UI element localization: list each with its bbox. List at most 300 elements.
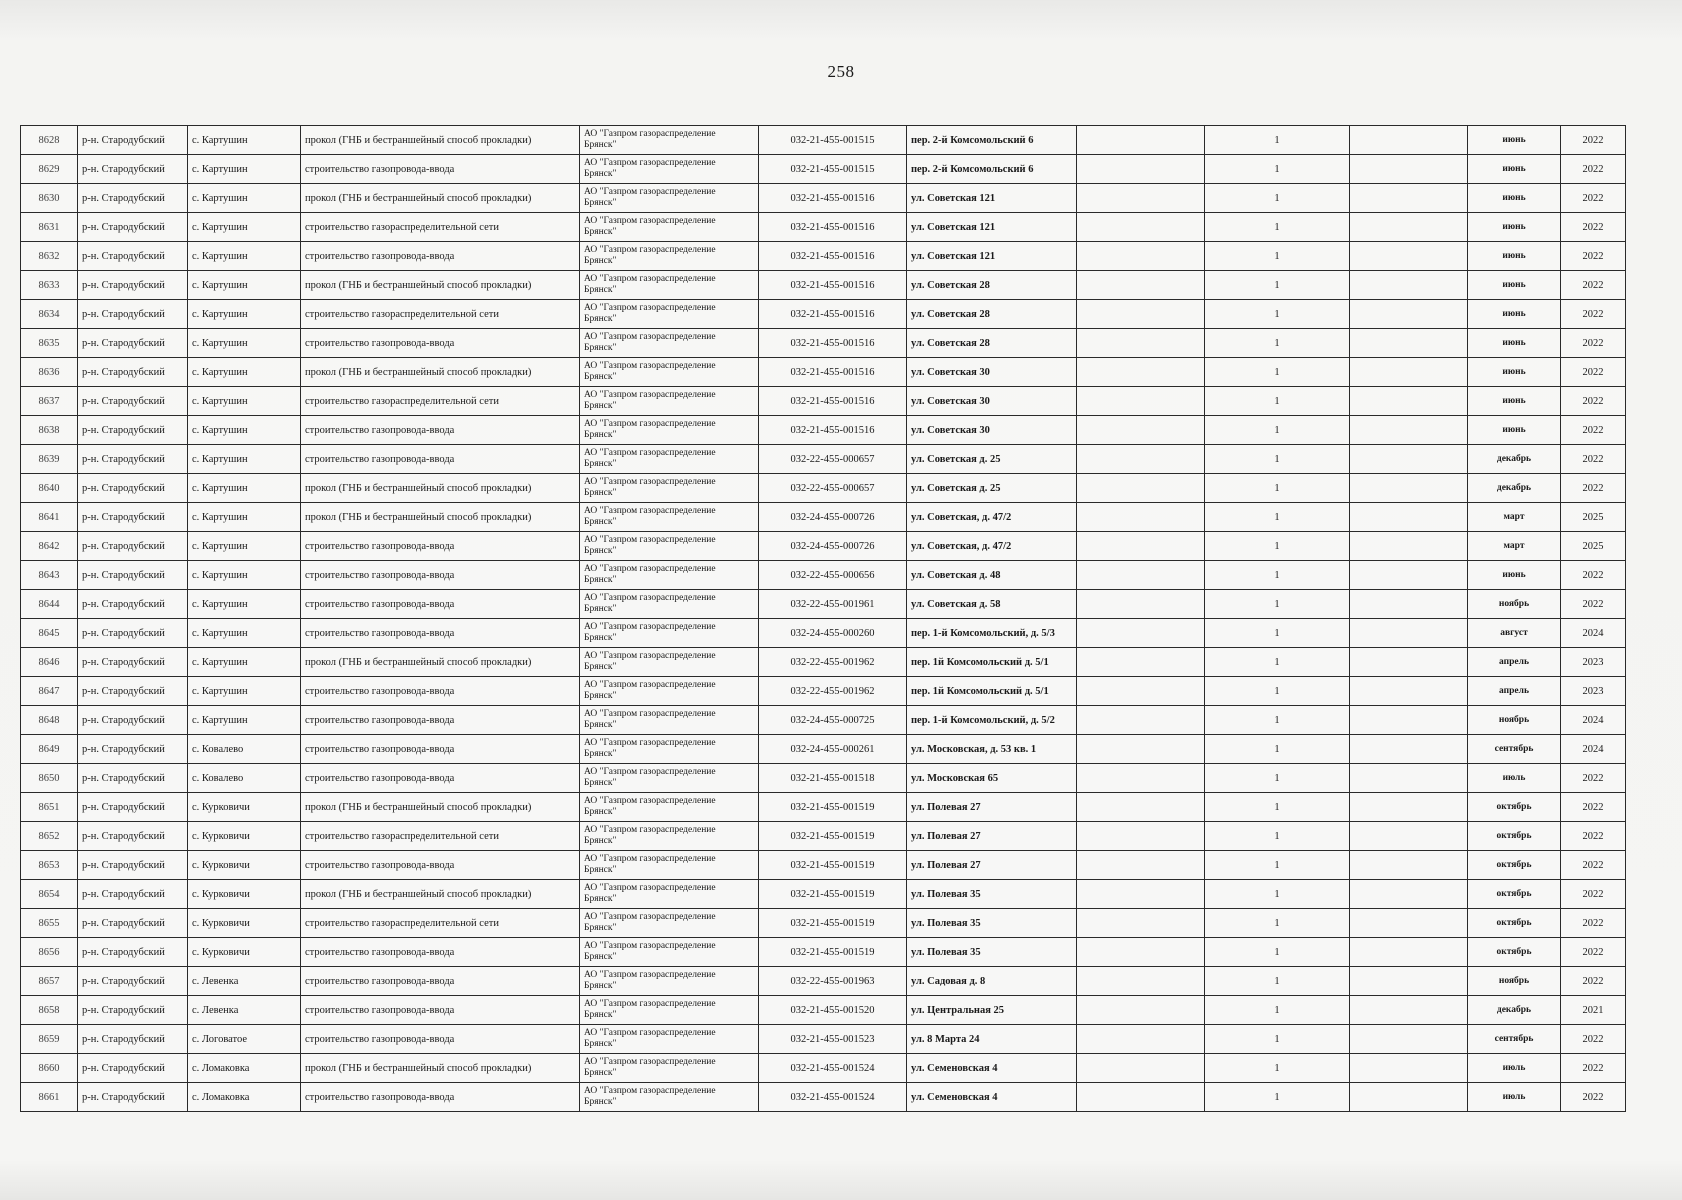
cadastre-number-cell: 032-21-455-001520 (759, 996, 907, 1025)
year-cell: 2022 (1561, 967, 1626, 996)
district-cell: р-н. Стародубский (78, 706, 188, 735)
year-cell: 2022 (1561, 474, 1626, 503)
cadastre-number-cell: 032-21-455-001519 (759, 880, 907, 909)
cadastre-number-cell: 032-21-455-001516 (759, 329, 907, 358)
year-cell: 2022 (1561, 1054, 1626, 1083)
row-number-cell: 8638 (21, 416, 78, 445)
organization-cell (580, 822, 759, 851)
empty-cell (1077, 996, 1205, 1025)
organization-line-1: АО "Газпром газораспределение (584, 158, 716, 168)
work-type-cell: строительство газопровода-ввода (301, 445, 580, 474)
district-cell: р-н. Стародубский (78, 1054, 188, 1083)
table-row (21, 677, 1626, 706)
address-cell: пер. 1-й Комсомольский, д. 5/3 (907, 619, 1077, 648)
row-number-cell: 8633 (21, 271, 78, 300)
row-number-cell: 8637 (21, 387, 78, 416)
count-cell: 1 (1205, 445, 1350, 474)
month-cell: ноябрь (1468, 590, 1561, 619)
empty-cell (1077, 619, 1205, 648)
organization-line-1: АО "Газпром газораспределение (584, 767, 716, 777)
locality-cell: с. Картушин (188, 706, 301, 735)
empty-cell (1350, 851, 1468, 880)
empty-cell (1350, 1025, 1468, 1054)
organization-cell (580, 242, 759, 271)
table-row (21, 764, 1626, 793)
address-cell: ул. Московская 65 (907, 764, 1077, 793)
organization-cell (580, 1054, 759, 1083)
row-number-cell: 8628 (21, 126, 78, 155)
address-cell: ул. Советская 121 (907, 213, 1077, 242)
count-cell: 1 (1205, 967, 1350, 996)
organization-line-1: АО "Газпром газораспределение (584, 651, 716, 661)
month-cell: апрель (1468, 648, 1561, 677)
month-cell: июнь (1468, 358, 1561, 387)
year-cell: 2022 (1561, 851, 1626, 880)
locality-cell: с. Ломаковка (188, 1054, 301, 1083)
district-cell: р-н. Стародубский (78, 561, 188, 590)
empty-cell (1350, 445, 1468, 474)
address-cell: ул. Московская, д. 53 кв. 1 (907, 735, 1077, 764)
address-cell: ул. Полевая 35 (907, 909, 1077, 938)
address-cell: ул. Полевая 27 (907, 793, 1077, 822)
empty-cell (1077, 474, 1205, 503)
year-cell: 2022 (1561, 1083, 1626, 1112)
count-cell: 1 (1205, 329, 1350, 358)
work-type-cell: строительство газопровода-ввода (301, 996, 580, 1025)
year-cell: 2022 (1561, 880, 1626, 909)
empty-cell (1350, 126, 1468, 155)
count-cell: 1 (1205, 271, 1350, 300)
organization-line-2: Брянск" (584, 575, 617, 585)
organization-line-1: АО "Газпром газораспределение (584, 303, 716, 313)
address-cell: пер. 2-й Комсомольский 6 (907, 126, 1077, 155)
district-cell: р-н. Стародубский (78, 996, 188, 1025)
organization-line-1: АО "Газпром газораспределение (584, 245, 716, 255)
organization-cell (580, 184, 759, 213)
table-row (21, 909, 1626, 938)
month-cell: ноябрь (1468, 967, 1561, 996)
organization-cell (580, 938, 759, 967)
organization-line-1: АО "Газпром газораспределение (584, 448, 716, 458)
work-type-cell: строительство газопровода-ввода (301, 561, 580, 590)
work-type-cell: строительство газораспределительной сети (301, 387, 580, 416)
month-cell: июнь (1468, 271, 1561, 300)
work-type-cell: строительство газопровода-ввода (301, 706, 580, 735)
empty-cell (1077, 764, 1205, 793)
organization-line-2: Брянск" (584, 981, 617, 991)
count-cell: 1 (1205, 1083, 1350, 1112)
empty-cell (1077, 532, 1205, 561)
district-cell: р-н. Стародубский (78, 126, 188, 155)
organization-cell (580, 1083, 759, 1112)
work-type-cell: строительство газопровода-ввода (301, 155, 580, 184)
district-cell: р-н. Стародубский (78, 213, 188, 242)
organization-line-1: АО "Газпром газораспределение (584, 419, 716, 429)
empty-cell (1350, 996, 1468, 1025)
organization-line-2: Брянск" (584, 923, 617, 933)
row-number-cell: 8657 (21, 967, 78, 996)
address-cell: ул. Советская, д. 47/2 (907, 503, 1077, 532)
empty-cell (1077, 358, 1205, 387)
organization-line-2: Брянск" (584, 1097, 617, 1107)
work-type-cell: прокол (ГНБ и бестраншейный способ прокладки) (301, 880, 580, 909)
month-cell: июнь (1468, 184, 1561, 213)
district-cell: р-н. Стародубский (78, 271, 188, 300)
year-cell: 2022 (1561, 822, 1626, 851)
cadastre-number-cell: 032-22-455-000656 (759, 561, 907, 590)
locality-cell: с. Картушин (188, 532, 301, 561)
count-cell: 1 (1205, 387, 1350, 416)
district-cell: р-н. Стародубский (78, 242, 188, 271)
empty-cell (1077, 1083, 1205, 1112)
table-row (21, 561, 1626, 590)
cadastre-number-cell: 032-24-455-000260 (759, 619, 907, 648)
locality-cell: с. Картушин (188, 590, 301, 619)
cadastre-number-cell: 032-21-455-001516 (759, 242, 907, 271)
count-cell: 1 (1205, 764, 1350, 793)
empty-cell (1350, 387, 1468, 416)
year-cell: 2025 (1561, 503, 1626, 532)
empty-cell (1077, 1025, 1205, 1054)
work-type-cell: строительство газопровода-ввода (301, 735, 580, 764)
locality-cell: с. Картушин (188, 126, 301, 155)
organization-cell (580, 387, 759, 416)
locality-cell: с. Картушин (188, 619, 301, 648)
work-type-cell: строительство газопровода-ввода (301, 677, 580, 706)
month-cell: сентябрь (1468, 735, 1561, 764)
work-type-cell: строительство газопровода-ввода (301, 416, 580, 445)
organization-line-2: Брянск" (584, 372, 617, 382)
month-cell: декабрь (1468, 474, 1561, 503)
work-type-cell: строительство газопровода-ввода (301, 967, 580, 996)
organization-line-1: АО "Газпром газораспределение (584, 1057, 716, 1067)
address-cell: ул. Семеновская 4 (907, 1054, 1077, 1083)
year-cell: 2022 (1561, 1025, 1626, 1054)
district-cell: р-н. Стародубский (78, 1083, 188, 1112)
count-cell: 1 (1205, 300, 1350, 329)
month-cell: декабрь (1468, 996, 1561, 1025)
table-row (21, 590, 1626, 619)
table-row (21, 648, 1626, 677)
organization-cell (580, 445, 759, 474)
row-number-cell: 8635 (21, 329, 78, 358)
work-type-cell: прокол (ГНБ и бестраншейный способ прокладки) (301, 184, 580, 213)
row-number-cell: 8642 (21, 532, 78, 561)
cadastre-number-cell: 032-24-455-000725 (759, 706, 907, 735)
empty-cell (1350, 764, 1468, 793)
organization-line-1: АО "Газпром газораспределение (584, 506, 716, 516)
month-cell: июнь (1468, 242, 1561, 271)
address-cell: пер. 1й Комсомольский д. 5/1 (907, 677, 1077, 706)
cadastre-number-cell: 032-21-455-001516 (759, 184, 907, 213)
empty-cell (1350, 735, 1468, 764)
year-cell: 2022 (1561, 590, 1626, 619)
organization-line-1: АО "Газпром газораспределение (584, 274, 716, 284)
work-type-cell: строительство газораспределительной сети (301, 213, 580, 242)
organization-cell (580, 1025, 759, 1054)
year-cell: 2022 (1561, 561, 1626, 590)
year-cell: 2022 (1561, 184, 1626, 213)
organization-line-1: АО "Газпром газораспределение (584, 129, 716, 139)
organization-line-1: АО "Газпром газораспределение (584, 216, 716, 226)
organization-line-2: Брянск" (584, 285, 617, 295)
count-cell: 1 (1205, 909, 1350, 938)
year-cell: 2023 (1561, 677, 1626, 706)
address-cell: ул. Советская 121 (907, 242, 1077, 271)
month-cell: октябрь (1468, 938, 1561, 967)
organization-line-2: Брянск" (584, 604, 617, 614)
organization-line-2: Брянск" (584, 169, 617, 179)
row-number-cell: 8639 (21, 445, 78, 474)
address-cell: ул. Советская 28 (907, 300, 1077, 329)
locality-cell: с. Картушин (188, 184, 301, 213)
organization-line-2: Брянск" (584, 720, 617, 730)
district-cell: р-н. Стародубский (78, 329, 188, 358)
district-cell: р-н. Стародубский (78, 880, 188, 909)
empty-cell (1350, 793, 1468, 822)
empty-cell (1350, 909, 1468, 938)
district-cell: р-н. Стародубский (78, 445, 188, 474)
organization-cell (580, 213, 759, 242)
cadastre-number-cell: 032-21-455-001519 (759, 822, 907, 851)
district-cell: р-н. Стародубский (78, 822, 188, 851)
empty-cell (1077, 909, 1205, 938)
locality-cell: с. Картушин (188, 387, 301, 416)
count-cell: 1 (1205, 242, 1350, 271)
page-number: 258 (827, 62, 855, 81)
row-number-cell: 8655 (21, 909, 78, 938)
table-row (21, 126, 1626, 155)
empty-cell (1077, 590, 1205, 619)
table-row (21, 271, 1626, 300)
organization-line-2: Брянск" (584, 401, 617, 411)
table-row (21, 706, 1626, 735)
organization-cell (580, 590, 759, 619)
organization-cell (580, 793, 759, 822)
cadastre-number-cell: 032-22-455-000657 (759, 445, 907, 474)
locality-cell: с. Ковалево (188, 764, 301, 793)
empty-cell (1350, 590, 1468, 619)
empty-cell (1077, 271, 1205, 300)
address-cell: ул. 8 Марта 24 (907, 1025, 1077, 1054)
month-cell: июль (1468, 764, 1561, 793)
month-cell: июнь (1468, 300, 1561, 329)
locality-cell: с. Ковалево (188, 735, 301, 764)
locality-cell: с. Левенка (188, 996, 301, 1025)
cadastre-number-cell: 032-21-455-001519 (759, 909, 907, 938)
organization-line-1: АО "Газпром газораспределение (584, 999, 716, 1009)
count-cell: 1 (1205, 213, 1350, 242)
year-cell: 2022 (1561, 764, 1626, 793)
organization-line-1: АО "Газпром газораспределение (584, 1028, 716, 1038)
month-cell: апрель (1468, 677, 1561, 706)
organization-line-1: АО "Газпром газораспределение (584, 390, 716, 400)
district-cell: р-н. Стародубский (78, 619, 188, 648)
count-cell: 1 (1205, 619, 1350, 648)
locality-cell: с. Картушин (188, 300, 301, 329)
cadastre-number-cell: 032-21-455-001515 (759, 155, 907, 184)
organization-line-2: Брянск" (584, 517, 617, 527)
year-cell: 2024 (1561, 619, 1626, 648)
work-type-cell: строительство газопровода-ввода (301, 764, 580, 793)
district-cell: р-н. Стародубский (78, 677, 188, 706)
row-number-cell: 8632 (21, 242, 78, 271)
year-cell: 2022 (1561, 938, 1626, 967)
empty-cell (1077, 184, 1205, 213)
empty-cell (1350, 822, 1468, 851)
year-cell: 2022 (1561, 126, 1626, 155)
organization-line-1: АО "Газпром газораспределение (584, 796, 716, 806)
organization-line-2: Брянск" (584, 691, 617, 701)
empty-cell (1350, 358, 1468, 387)
empty-cell (1077, 126, 1205, 155)
locality-cell: с. Картушин (188, 648, 301, 677)
month-cell: октябрь (1468, 851, 1561, 880)
empty-cell (1077, 938, 1205, 967)
locality-cell: с. Картушин (188, 561, 301, 590)
district-cell: р-н. Стародубский (78, 532, 188, 561)
month-cell: ноябрь (1468, 706, 1561, 735)
cadastre-number-cell: 032-21-455-001516 (759, 387, 907, 416)
organization-line-2: Брянск" (584, 865, 617, 875)
row-number-cell: 8634 (21, 300, 78, 329)
cadastre-number-cell: 032-21-455-001516 (759, 300, 907, 329)
empty-cell (1077, 329, 1205, 358)
year-cell: 2022 (1561, 155, 1626, 184)
district-cell: р-н. Стародубский (78, 967, 188, 996)
organization-line-2: Брянск" (584, 256, 617, 266)
year-cell: 2022 (1561, 242, 1626, 271)
count-cell: 1 (1205, 706, 1350, 735)
organization-line-2: Брянск" (584, 778, 617, 788)
row-number-cell: 8645 (21, 619, 78, 648)
empty-cell (1350, 1083, 1468, 1112)
cadastre-number-cell: 032-21-455-001518 (759, 764, 907, 793)
organization-line-1: АО "Газпром газораспределение (584, 912, 716, 922)
organization-line-1: АО "Газпром газораспределение (584, 680, 716, 690)
organization-cell (580, 764, 759, 793)
organization-cell (580, 271, 759, 300)
work-type-cell: строительство газопровода-ввода (301, 590, 580, 619)
row-number-cell: 8643 (21, 561, 78, 590)
empty-cell (1077, 967, 1205, 996)
month-cell: июнь (1468, 416, 1561, 445)
empty-cell (1077, 503, 1205, 532)
work-type-cell: прокол (ГНБ и бестраншейный способ прокладки) (301, 271, 580, 300)
locality-cell: с. Картушин (188, 474, 301, 503)
organization-line-1: АО "Газпром газораспределение (584, 825, 716, 835)
empty-cell (1077, 851, 1205, 880)
organization-cell (580, 619, 759, 648)
count-cell: 1 (1205, 155, 1350, 184)
year-cell: 2023 (1561, 648, 1626, 677)
work-type-cell: строительство газопровода-ввода (301, 1083, 580, 1112)
locality-cell: с. Ломаковка (188, 1083, 301, 1112)
table-row (21, 387, 1626, 416)
district-cell: р-н. Стародубский (78, 590, 188, 619)
count-cell: 1 (1205, 735, 1350, 764)
table-row (21, 213, 1626, 242)
empty-cell (1350, 532, 1468, 561)
month-cell: июнь (1468, 155, 1561, 184)
locality-cell: с. Курковичи (188, 909, 301, 938)
empty-cell (1350, 880, 1468, 909)
table-row (21, 416, 1626, 445)
cadastre-number-cell: 032-21-455-001524 (759, 1054, 907, 1083)
row-number-cell: 8651 (21, 793, 78, 822)
empty-cell (1350, 271, 1468, 300)
row-number-cell: 8648 (21, 706, 78, 735)
row-number-cell: 8649 (21, 735, 78, 764)
organization-cell (580, 996, 759, 1025)
empty-cell (1350, 648, 1468, 677)
count-cell: 1 (1205, 358, 1350, 387)
address-cell: ул. Садовая д. 8 (907, 967, 1077, 996)
empty-cell (1077, 706, 1205, 735)
organization-line-1: АО "Газпром газораспределение (584, 187, 716, 197)
organization-cell (580, 851, 759, 880)
count-cell: 1 (1205, 1025, 1350, 1054)
district-cell: р-н. Стародубский (78, 648, 188, 677)
organization-cell (580, 329, 759, 358)
count-cell: 1 (1205, 851, 1350, 880)
table-row (21, 822, 1626, 851)
locality-cell: с. Картушин (188, 242, 301, 271)
locality-cell: с. Картушин (188, 155, 301, 184)
table-row (21, 184, 1626, 213)
empty-cell (1077, 561, 1205, 590)
district-cell: р-н. Стародубский (78, 851, 188, 880)
address-cell: ул. Советская 28 (907, 329, 1077, 358)
empty-cell (1350, 938, 1468, 967)
empty-cell (1350, 213, 1468, 242)
district-cell: р-н. Стародубский (78, 155, 188, 184)
district-cell: р-н. Стародубский (78, 735, 188, 764)
row-number-cell: 8660 (21, 1054, 78, 1083)
table-row (21, 851, 1626, 880)
cadastre-number-cell: 032-22-455-001963 (759, 967, 907, 996)
count-cell: 1 (1205, 1054, 1350, 1083)
month-cell: март (1468, 503, 1561, 532)
count-cell: 1 (1205, 677, 1350, 706)
work-type-cell: строительство газопровода-ввода (301, 938, 580, 967)
organization-cell (580, 735, 759, 764)
district-cell: р-н. Стародубский (78, 1025, 188, 1054)
empty-cell (1077, 1054, 1205, 1083)
organization-line-1: АО "Газпром газораспределение (584, 1086, 716, 1096)
district-cell: р-н. Стародубский (78, 938, 188, 967)
locality-cell: с. Картушин (188, 677, 301, 706)
organization-line-2: Брянск" (584, 430, 617, 440)
month-cell: июнь (1468, 387, 1561, 416)
address-cell: ул. Центральная 25 (907, 996, 1077, 1025)
row-number-cell: 8644 (21, 590, 78, 619)
cadastre-number-cell: 032-22-455-001962 (759, 677, 907, 706)
locality-cell: с. Курковичи (188, 851, 301, 880)
organization-line-2: Брянск" (584, 343, 617, 353)
locality-cell: с. Курковичи (188, 880, 301, 909)
row-number-cell: 8650 (21, 764, 78, 793)
count-cell: 1 (1205, 793, 1350, 822)
count-cell: 1 (1205, 126, 1350, 155)
locality-cell: с. Картушин (188, 358, 301, 387)
row-number-cell: 8654 (21, 880, 78, 909)
month-cell: август (1468, 619, 1561, 648)
address-cell: ул. Полевая 35 (907, 938, 1077, 967)
address-cell: ул. Семеновская 4 (907, 1083, 1077, 1112)
cadastre-number-cell: 032-21-455-001523 (759, 1025, 907, 1054)
row-number-cell: 8640 (21, 474, 78, 503)
